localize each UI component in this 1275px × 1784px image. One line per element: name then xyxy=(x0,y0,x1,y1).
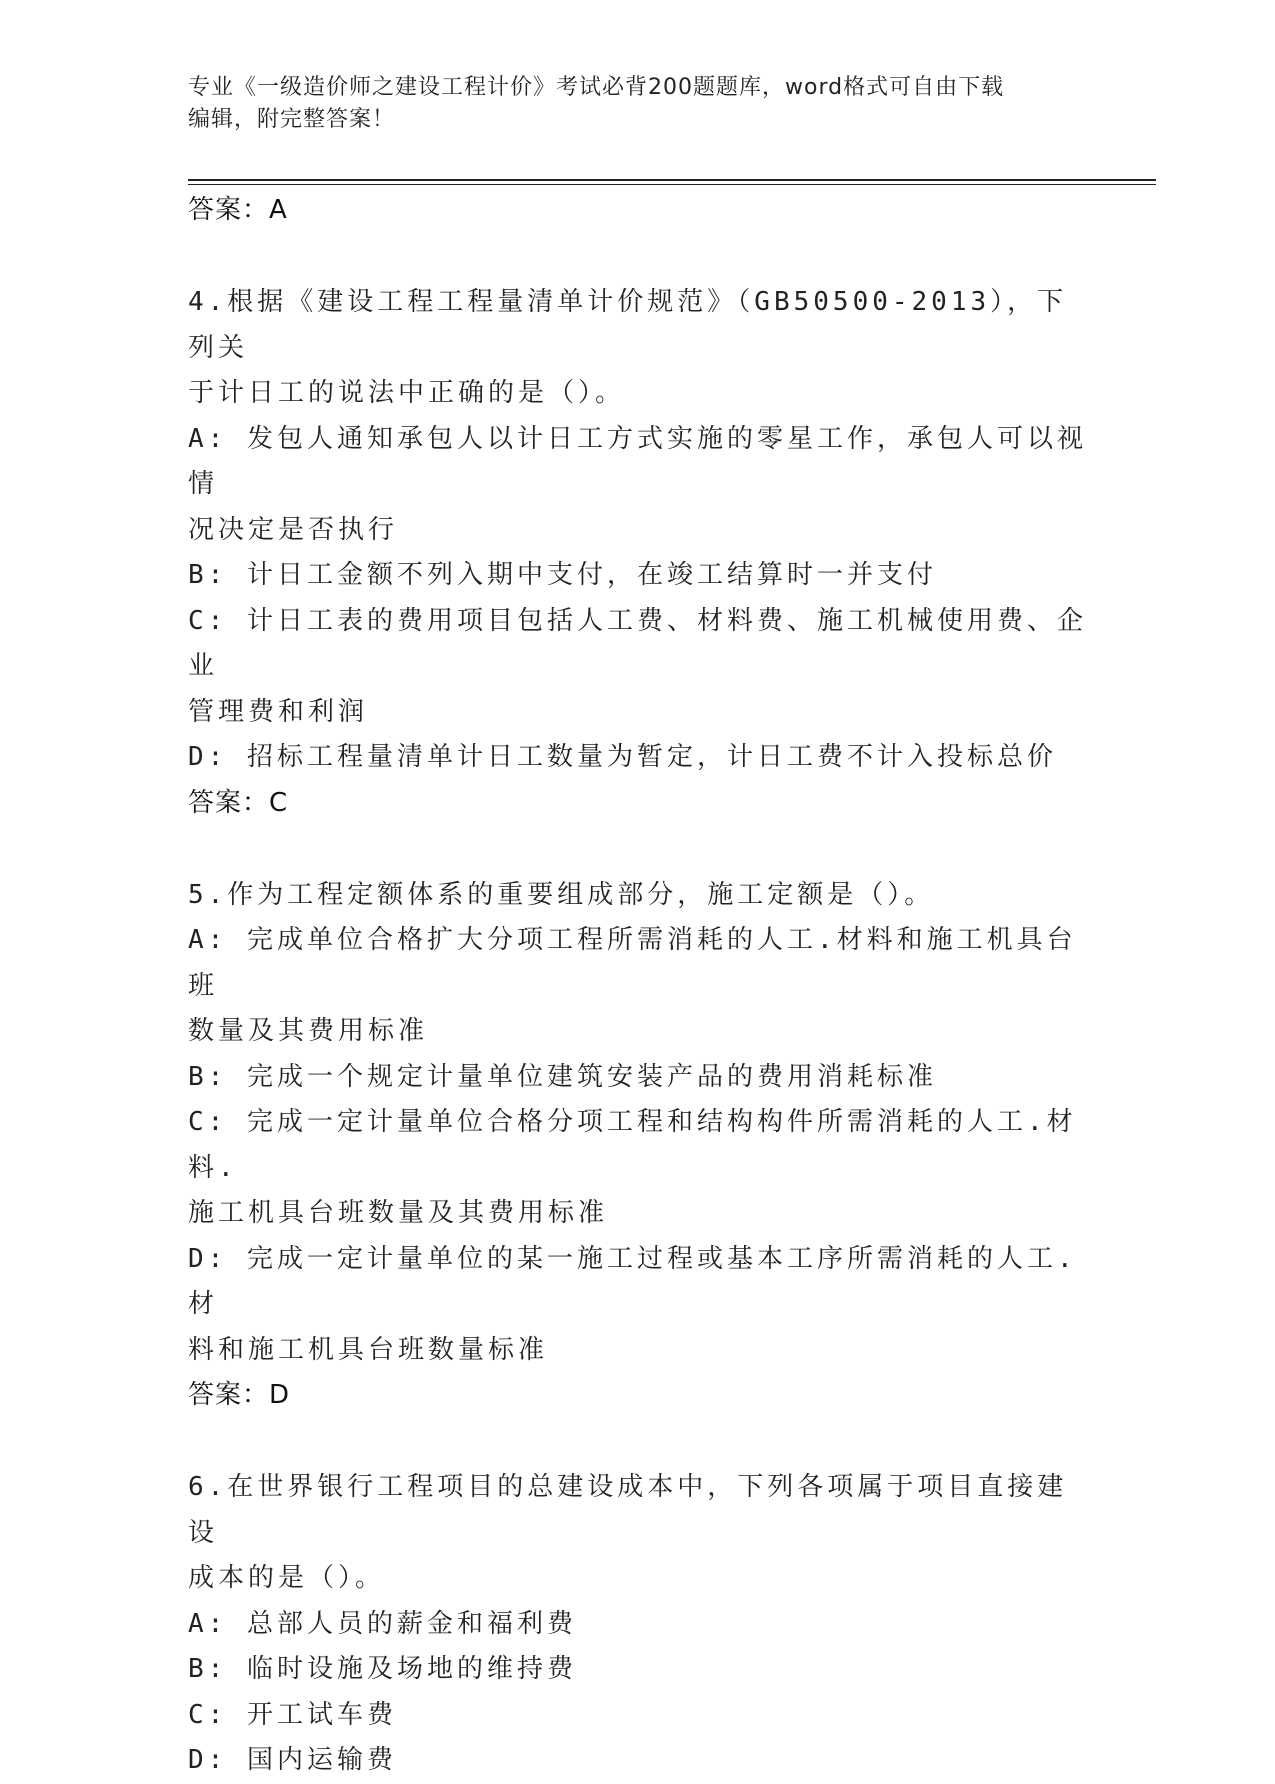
question-5 xyxy=(188,873,1088,1420)
option-c-continued: 施工机具台班数量及其费用标准 xyxy=(188,1198,609,1228)
spacer xyxy=(188,234,1088,280)
option-c-continued: 管理费和利润 xyxy=(188,696,369,727)
question-stem-line: 6.在世界银行工程项目的总建设成本中，下列各项属于项目直接建设 xyxy=(188,1472,1068,1548)
option-b: B: 完成一个规定计量单位建筑安装产品的费用消耗标准 xyxy=(188,1061,937,1092)
option-b: B: 临时设施及场地的维持费 xyxy=(188,1654,577,1684)
spacer xyxy=(188,827,1088,873)
header-rule-thin xyxy=(188,184,1156,185)
option-d: D: 招标工程量清单计日工数量为暂定，计日工费不计入投标总价 xyxy=(188,742,1057,772)
question-stem-line: 成本的是（）。 xyxy=(188,1563,386,1593)
option-d: D: 国内运输费 xyxy=(188,1745,397,1775)
header-line-1: 专业《一级造价师之建设工程计价》考试必背200题题库，word格式可自由下载 xyxy=(188,75,1005,100)
question-4 xyxy=(188,280,1088,827)
question-6 xyxy=(188,1465,1088,1784)
option-c: C: 开工试车费 xyxy=(188,1699,397,1730)
option-a-continued: 数量及其费用标准 xyxy=(188,1016,429,1046)
answer-q3: 答案：A xyxy=(188,195,288,225)
option-a: A: 总部人员的薪金和福利费 xyxy=(188,1608,577,1639)
document-body xyxy=(188,188,1088,1784)
document-header xyxy=(188,72,1088,136)
question-stem-line: 于计日工的说法中正确的是（）。 xyxy=(188,378,626,408)
option-c: C: 计日工表的费用项目包括人工费、材料费、施工机械使用费、企业 xyxy=(188,605,1087,681)
option-a: A: 完成单位合格扩大分项工程所需消耗的人工.材料和施工机具台班 xyxy=(188,925,1077,1001)
answer-q4: 答案：C xyxy=(188,787,289,818)
header-line-2: 编辑，附完整答案！ xyxy=(188,107,396,132)
header-rule-thick xyxy=(188,179,1156,181)
option-c: C: 完成一定计量单位合格分项工程和结构构件所需消耗的人工.材料. xyxy=(188,1107,1077,1183)
option-b: B: 计日工金额不列入期中支付，在竣工结算时一并支付 xyxy=(188,560,937,590)
option-d: D: 完成一定计量单位的某一施工过程或基本工序所需消耗的人工.材 xyxy=(188,1243,1077,1319)
option-a: A: 发包人通知承包人以计日工方式实施的零星工作，承包人可以视情 xyxy=(188,423,1087,499)
spacer xyxy=(188,1419,1088,1465)
question-stem-line: 5.作为工程定额体系的重要组成部分，施工定额是（）。 xyxy=(188,879,935,910)
option-a-continued: 况决定是否执行 xyxy=(188,514,399,545)
question-stem-line: 4.根据《建设工程工程量清单计价规范》（GB50500-2013），下列关 xyxy=(188,287,1068,363)
answer-q5: 答案：D xyxy=(188,1380,291,1410)
option-d-continued: 料和施工机具台班数量标准 xyxy=(188,1334,549,1365)
